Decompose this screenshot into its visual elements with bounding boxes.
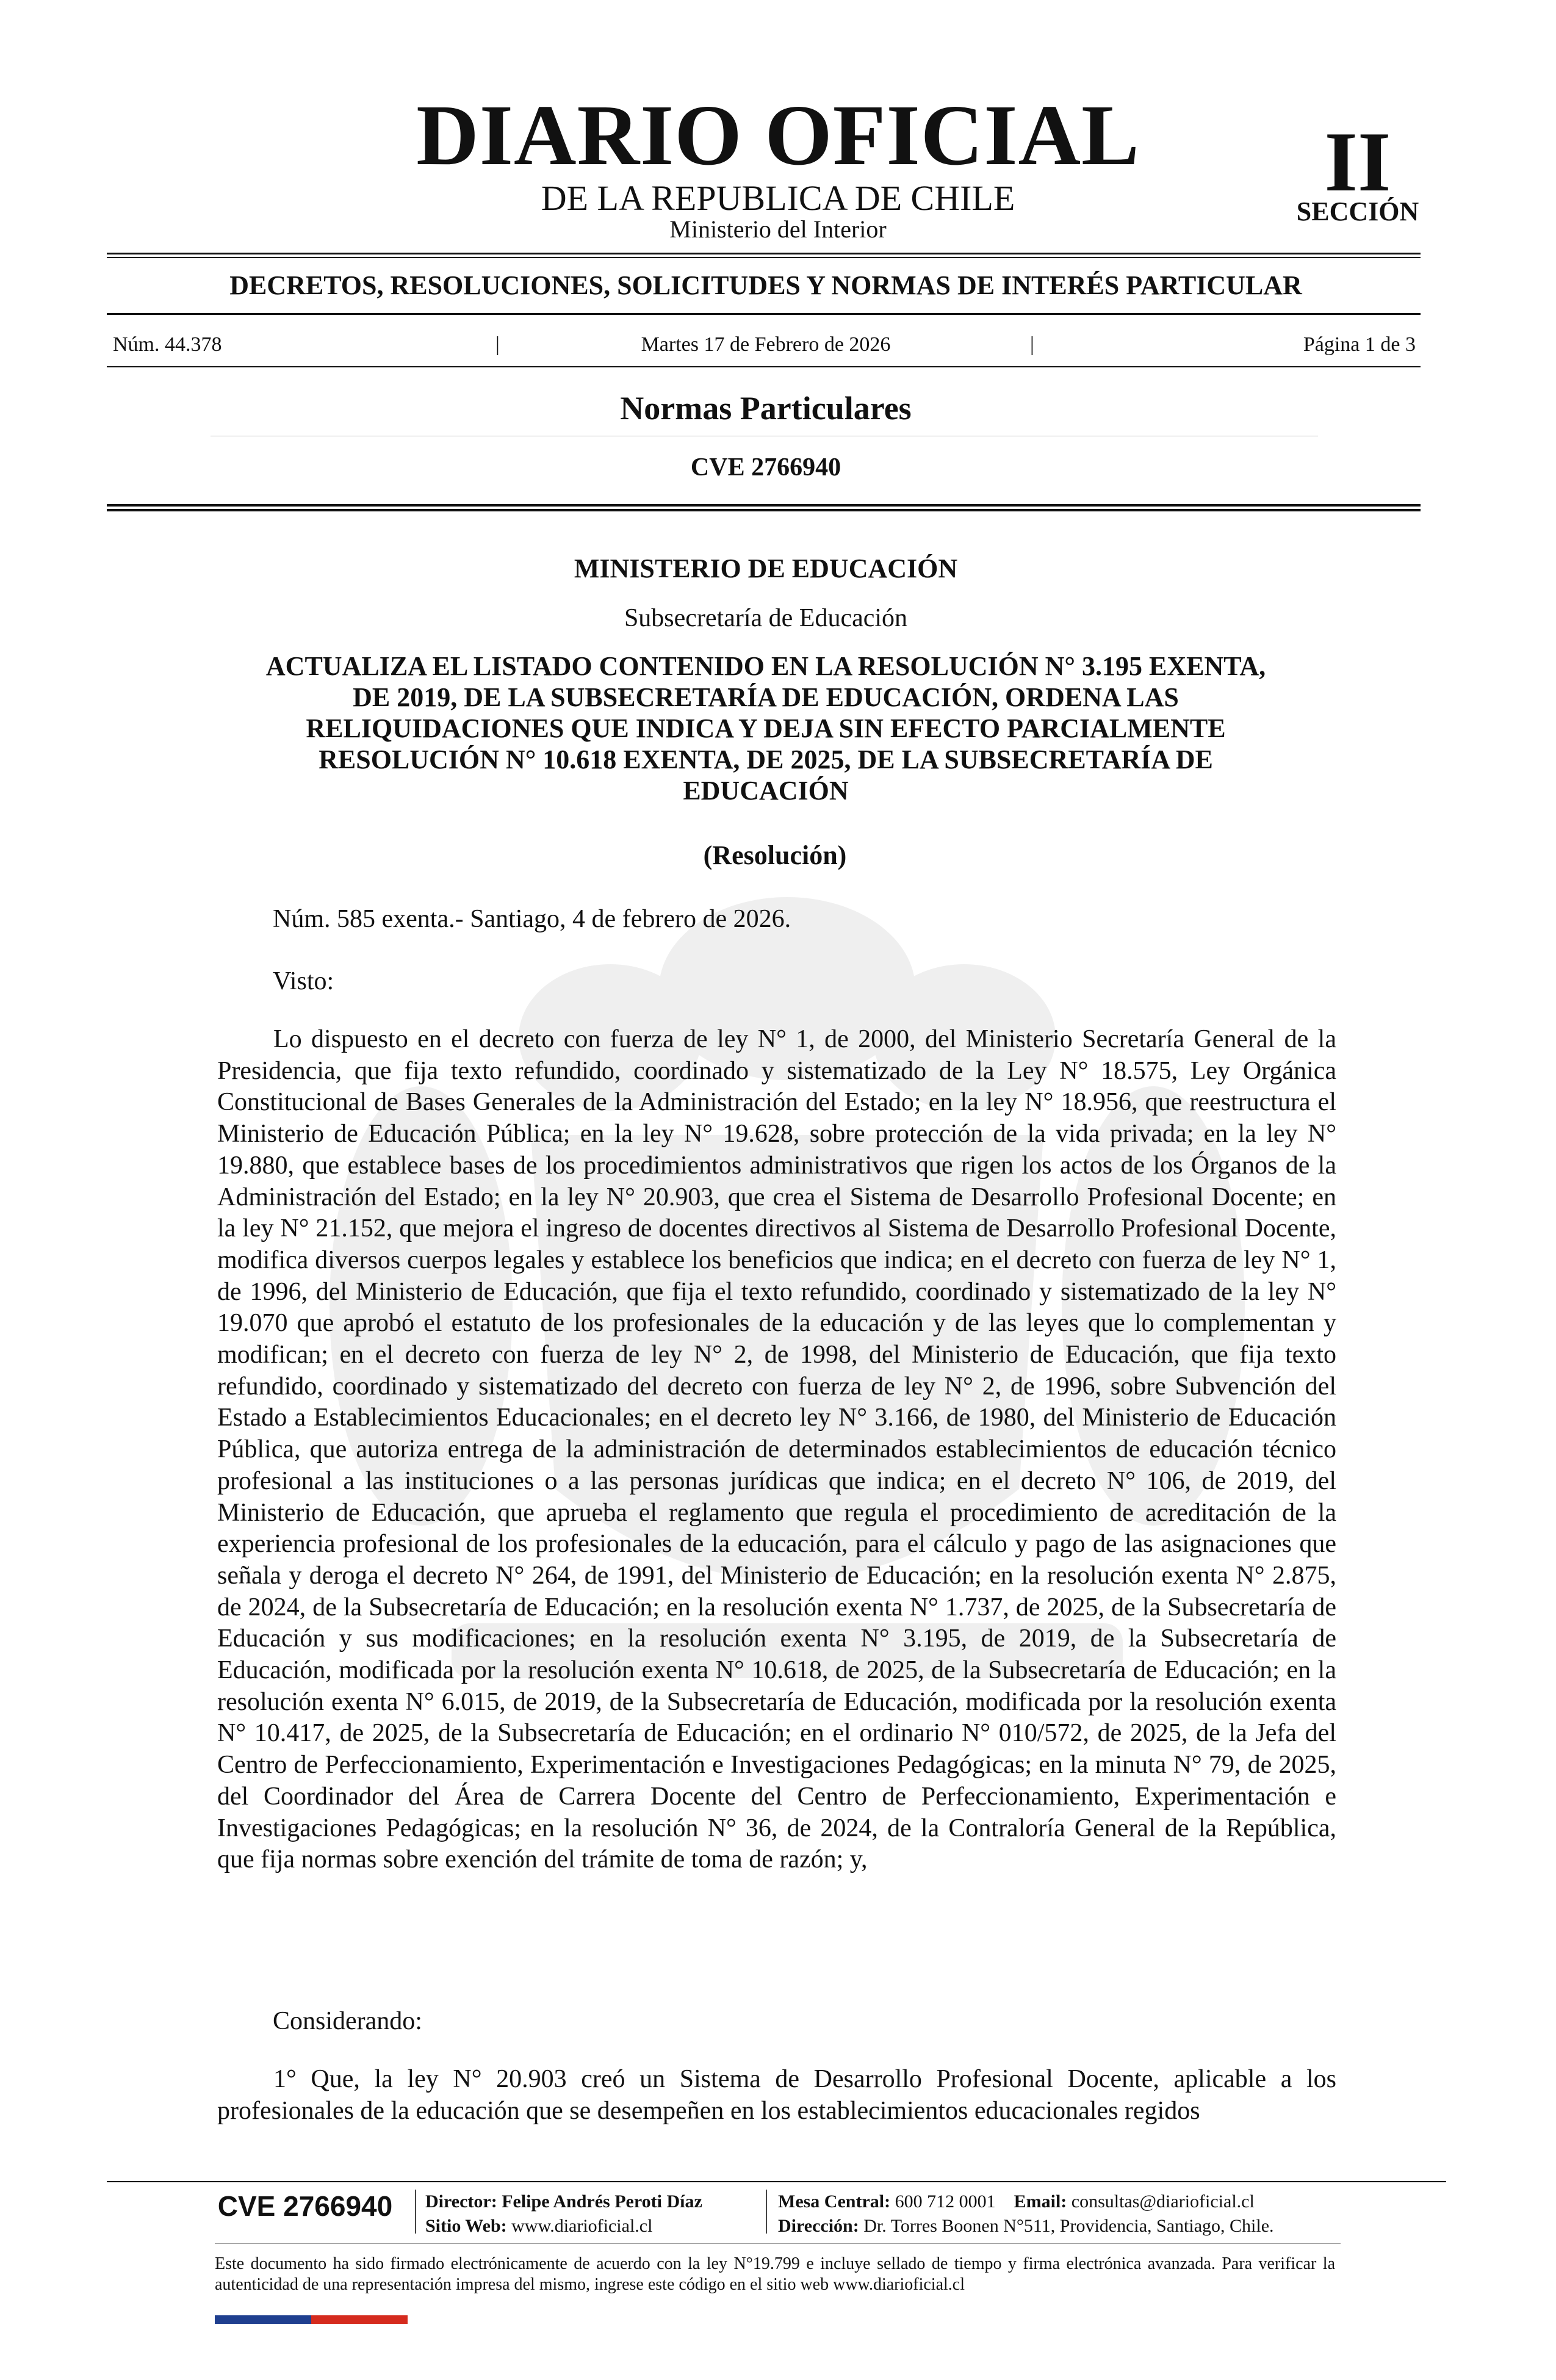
resolution-title-line: ACTUALIZA EL LISTADO CONTENIDO EN LA RESOLUCIÓN N° 3.195 EXENTA, xyxy=(265,651,1266,681)
resolution-title-line: RELIQUIDACIONES QUE INDICA Y DEJA SIN EFECTO PARCIALMENTE xyxy=(306,713,1226,743)
phone-number: 600 712 0001 xyxy=(895,2191,996,2212)
footer-website xyxy=(425,2217,652,2235)
director-label: Director: xyxy=(425,2191,497,2212)
email-link[interactable]: consultas@diarioficial.cl xyxy=(1071,2191,1255,2212)
issuing-ministry: MINISTERIO DE EDUCACIÓN xyxy=(574,554,958,583)
footer-separator xyxy=(415,2190,416,2234)
section-label: SECCIÓN xyxy=(1296,197,1419,226)
publication-category: DECRETOS, RESOLUCIONES, SOLICITUDES Y NORMAS DE INTERÉS PARTICULAR xyxy=(229,270,1302,300)
footer-divider xyxy=(107,2181,1446,2182)
info-separator: | xyxy=(495,333,500,356)
director-name: Felipe Andrés Peroti Díaz xyxy=(502,2191,702,2212)
issue-date: Martes 17 de Febrero de 2026 xyxy=(641,333,891,356)
masthead-title: DIARIO OFICIAL xyxy=(416,87,1140,183)
masthead-divider-2 xyxy=(107,257,1421,258)
flag-stripe-red xyxy=(311,2315,408,2324)
website-label: Sitio Web: xyxy=(425,2216,507,2236)
address-label: Dirección: xyxy=(778,2216,859,2236)
footer-divider-2 xyxy=(215,2243,1341,2244)
resolution-title xyxy=(207,651,1324,806)
masthead-ministry: Ministerio del Interior xyxy=(669,215,887,243)
header-bottom-rule xyxy=(107,504,1421,507)
info-divider xyxy=(107,366,1421,367)
flag-stripe-blue xyxy=(215,2315,311,2324)
category-divider xyxy=(107,313,1421,315)
resolution-title-line: DE 2019, DE LA SUBSECRETARÍA DE EDUCACIÓN, ORDENA LAS xyxy=(353,682,1179,712)
footer-director xyxy=(425,2193,702,2211)
issue-number: Núm. 44.378 xyxy=(113,333,222,356)
visto-paragraph: Lo dispuesto en el decreto con fuerza de ley N° 1, de 2000, del Ministerio Secretaría General de la Presidencia, que fija texto refundido, coordinado y sistematizado de la Ley N° 18.575, Ley Orgánica Constitucional de Bases Generales de la Administración del Estado; en la ley N° 18.956, que reestructura el Ministerio de Educación Pública; en la ley N° 19.628, sobre protección de la vida privada; en la ley N° 19.880, que establece bases de los procedimientos administrativos que rigen los actos de los Órganos de la Administración del Estado; en la ley N° 20.903, que crea el Sistema de Desarrollo Profesional Docente; en la ley N° 21.152, que mejora el ingreso de docentes directivos al Sistema de Desarrollo Profesional Docente, modifica diversos cuerpos legales y establece los beneficios que indica; en el decreto con fuerza de ley N° 1, de 1996, del Ministerio de Educación, que fija el texto refundido, coordinado y sistematizado de la ley N° 19.070 que aprobó el estatuto de los profesionales de la educación y de las leyes que lo complementan y modifican; en el decreto con fuerza de ley N° 2, de 1998, del Ministerio de Educación, que fija texto refundido, coordinado y sistematizado del decreto con fuerza de ley N° 2, de 1996, sobre Subvención del Estado a Establecimientos Educacionales; en el decreto ley N° 3.166, de 1980, del Ministerio de Educación Pública, que autoriza entrega de la administración de determinados establecimientos de educación técnico profesional a las instituciones o a las personas jurídicas que indica; en el decreto N° 106, de 2019, del Ministerio de Educación, que aprueba el reglamento que regula el procedimiento de acreditación de la experiencia profesional de los profesionales de la educación, para el cálculo y pago de las asignaciones que señala y deroga el decreto N° 264, de 1991, del Ministerio de Educación; en la resolución exenta N° 2.875, de 2024, de la Subsecretaría de Educación; en la resolución exenta N° 1.737, de 2025, de la Subsecretaría de Educación y sus modificaciones; en la resolución exenta N° 3.195, de 2019, de la Subsecretaría de Educación, modificada por la resolución exenta N° 10.618, de 2025, de la Subsecretaría de Educación; en la resolución exenta N° 6.015, de 2019, de la Subsecretaría de Educación, modificada por la resolución exenta N° 10.417, de 2025, de la Subsecretaría de Educación; en el ordinario N° 010/572, de 2025, de la Jefa del Centro de Perfeccionamiento, Experimentación e Investigaciones Pedagógicas; en la minuta N° 79, de 2025, del Coordinador del Área de Carrera Docente del Centro de Perfeccionamiento, Experimentación e Investigaciones Pedagógicas; en la resolución N° 36, de 2024, de la Contraloría General de la República, que fija normas sobre exención del trámite de toma de razón; y, xyxy=(217,1025,1336,1874)
header-bottom-rule-2 xyxy=(107,509,1421,511)
page-indicator: Página 1 de 3 xyxy=(1303,333,1416,356)
address-text: Dr. Torres Boonen N°511, Providencia, Santiago, Chile. xyxy=(863,2216,1274,2236)
resolution-number-line: Núm. 585 exenta.- Santiago, 4 de febrero de 2026. xyxy=(273,905,791,933)
document-kind: (Resolución) xyxy=(703,840,847,870)
footer-contact xyxy=(778,2193,1255,2211)
visto-label: Visto: xyxy=(273,967,334,995)
website-link[interactable]: www.diarioficial.cl xyxy=(511,2216,653,2236)
considerando-paragraph-1: 1° Que, la ley N° 20.903 creó un Sistema de Desarrollo Profesional Docente, aplicable a los profesionales de la educación que se desempeñen en los establecimientos educacionales regidos xyxy=(217,2065,1336,2125)
footer-separator xyxy=(766,2190,767,2234)
masthead-divider xyxy=(107,253,1421,254)
info-separator: | xyxy=(1030,333,1034,356)
masthead-subtitle: DE LA REPUBLICA DE CHILE xyxy=(541,178,1015,218)
legal-notice: Este documento ha sido firmado electrónicamente de acuerdo con la ley N°19.799 e incluye sellado de tiempo y firma electrónica avanzada. Para verificar la autenticidad de una representación impresa del mismo, ingrese este código en el sitio web www.diarioficial.cl xyxy=(215,2254,1335,2294)
section-heading: Normas Particulares xyxy=(620,390,912,427)
resolution-title-line: EDUCACIÓN xyxy=(683,776,849,806)
section-number: II xyxy=(1324,115,1391,209)
resolution-title-line: RESOLUCIÓN N° 10.618 EXENTA, DE 2025, DE LA SUBSECRETARÍA DE xyxy=(319,745,1213,774)
issuing-subsecretariat: Subsecretaría de Educación xyxy=(624,604,908,632)
cve-code: CVE 2766940 xyxy=(690,453,841,481)
considerando-label: Considerando: xyxy=(273,2007,422,2035)
footer-address xyxy=(778,2217,1274,2235)
footer-cve-code: CVE 2766940 xyxy=(217,2190,393,2222)
phone-label: Mesa Central: xyxy=(778,2191,891,2212)
email-label: Email: xyxy=(1014,2191,1067,2212)
